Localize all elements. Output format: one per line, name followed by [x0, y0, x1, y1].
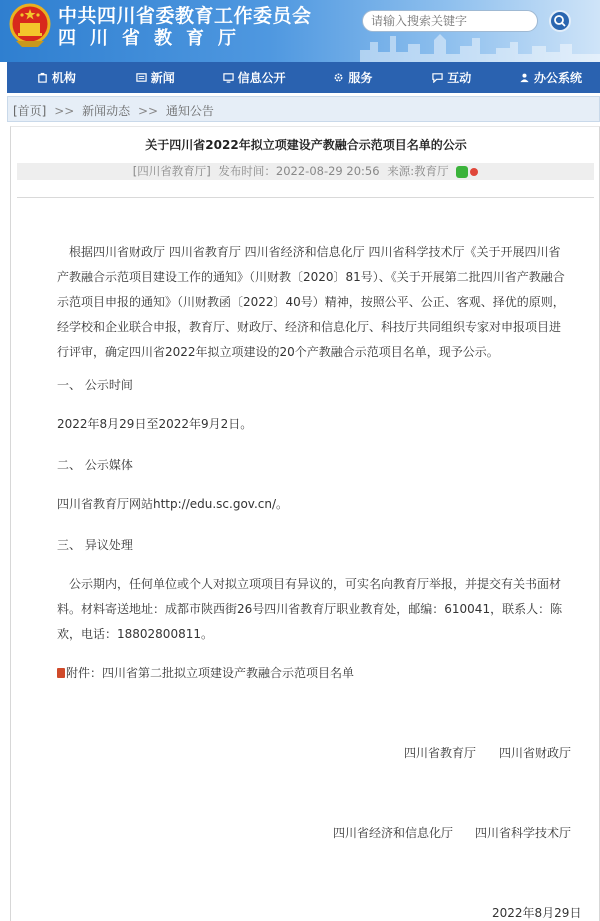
signature-edu-dept: 四川省教育厅 [404, 746, 477, 760]
meta-publish-time: 发布时间：2022-08-29 20:56 [218, 164, 380, 178]
weibo-share-icon[interactable] [470, 168, 478, 176]
national-emblem-icon [8, 3, 52, 49]
search-icon [551, 12, 569, 30]
signature-economy-dept: 四川省经济和信息化厅 [333, 826, 454, 840]
site-title: 中共四川省委教育工作委员会 [58, 5, 312, 27]
breadcrumb-home-link[interactable]: [首页] [13, 104, 47, 118]
search-input[interactable] [362, 10, 538, 32]
nav-item-news[interactable] [106, 69, 205, 86]
attachment-icon [57, 668, 65, 678]
section-heading: 二、 公示媒体 [57, 458, 133, 472]
nav-item-interaction[interactable] [402, 69, 501, 86]
nav-item-label: 新闻 [150, 71, 175, 85]
breadcrumb-news-link[interactable]: 新闻动态 [82, 104, 131, 118]
wechat-share-icon[interactable] [456, 166, 468, 178]
main-nav [7, 62, 600, 93]
nav-item-institution[interactable] [7, 69, 106, 86]
attachment-label: 附件：四川省第二批拟立项建设产教融合示范项目名单 [66, 666, 355, 680]
nav-item-label: 服务 [348, 71, 373, 85]
article-meta [17, 163, 594, 180]
breadcrumb-notice-link[interactable]: 通知公告 [165, 104, 214, 118]
breadcrumb [13, 102, 214, 119]
people-icon [519, 72, 530, 83]
signature-finance-dept: 四川省财政厅 [499, 746, 572, 760]
site-header [0, 0, 600, 62]
search-button[interactable] [549, 10, 571, 32]
nav-item-label: 互动 [447, 71, 472, 85]
breadcrumb-separator: >> [137, 104, 159, 118]
section-text: 2022年8月29日至2022年9月2日。 [57, 417, 253, 431]
section-heading: 三、 异议处理 [57, 538, 133, 552]
gear-icon [333, 72, 344, 83]
chat-icon [432, 72, 443, 83]
divider [17, 197, 594, 198]
nav-item-services[interactable] [303, 69, 402, 86]
nav-item-label: 机构 [51, 71, 76, 85]
article-container [10, 126, 600, 921]
section-text: 四川省教育厅网站http://edu.sc.gov.cn/。 [57, 497, 289, 511]
article-date: 2022年8月29日 [492, 906, 582, 920]
site-subtitle: 四川省教育厅 [58, 28, 250, 49]
nav-item-office-system[interactable] [501, 69, 600, 86]
article-paragraph: 公示期内，任何单位或个人对拟立项项目有异议的，可实名向教育厅举报，并提交有关书面材料。材料寄送地址：成都市陕西街26号四川省教育厅职业教育处，邮编：610041，联系人：陈欢，电话：18802800811。 [57, 577, 563, 641]
meta-source: 来源:教育厅 [387, 164, 449, 178]
nav-item-label: 信息公开 [237, 71, 286, 85]
attachment-link[interactable] [57, 663, 354, 683]
signature-science-dept: 四川省科学技术厅 [475, 826, 572, 840]
meta-org: [四川省教育厅] [132, 164, 211, 178]
nav-item-info-disclosure[interactable] [205, 69, 304, 86]
section-heading: 一、 公示时间 [57, 378, 133, 392]
breadcrumb-bar [7, 96, 600, 122]
monitor-icon [223, 72, 234, 83]
article-paragraph: 根据四川省财政厅 四川省教育厅 四川省经济和信息化厅 四川省科学技术厅《关于开展四川省产教融合示范项目建设工作的通知》（川财教〔2020〕81号）、《关于开展第二批四川省产教融合示范项目申报的通知》（川财教函〔2022〕40号）精神，按照公平、公正、客观、择优的原则，经学校和企业联合申报，教育厅、财政厅、经济和信息化厅、科技厅共同组织专家对申报项目进行评审，确定四川省2022年拟立项建设的20个产教融合示范项目名单，现予公示。 [57, 245, 565, 359]
breadcrumb-separator: >> [54, 104, 75, 118]
nav-item-label: 办公系统 [534, 71, 583, 85]
article-title: 关于四川省2022年拟立项建设产教融合示范项目名单的公示 [145, 138, 467, 152]
share-buttons [456, 166, 478, 178]
building-icon [37, 72, 48, 83]
news-icon [136, 72, 147, 83]
article-meta-bar [17, 163, 594, 180]
skyline-decoration [360, 30, 600, 62]
